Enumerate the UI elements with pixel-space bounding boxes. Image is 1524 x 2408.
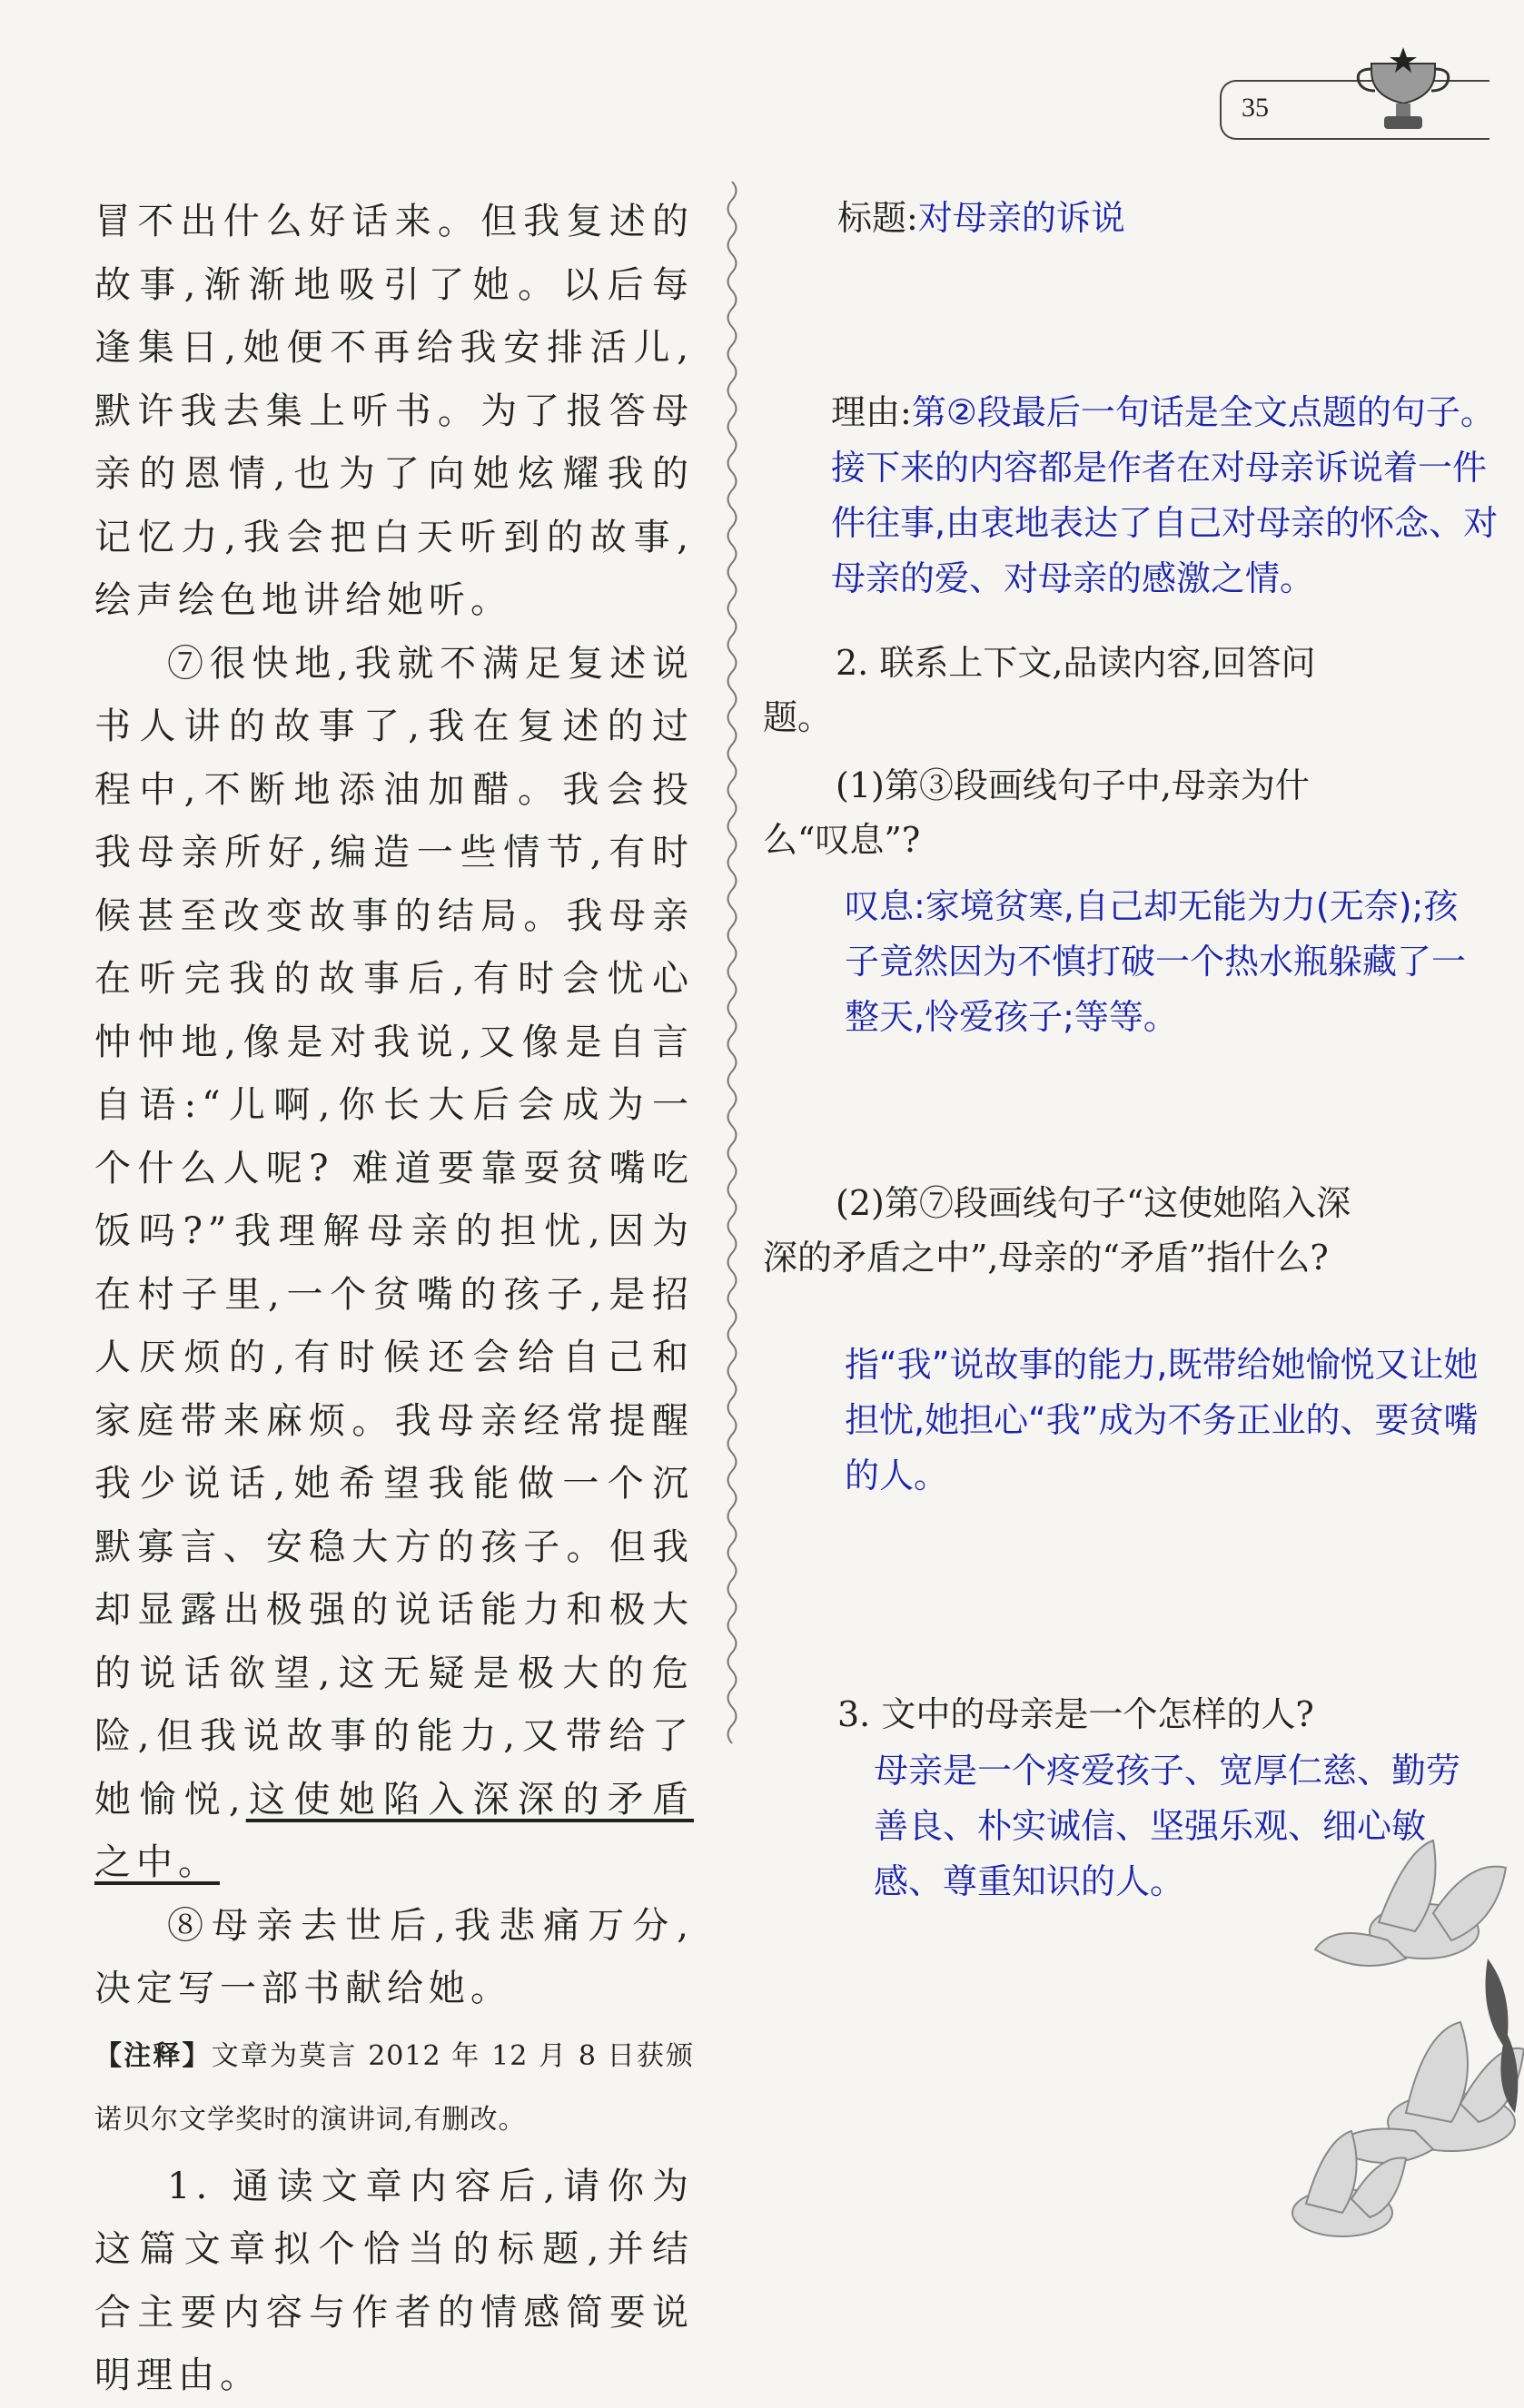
article-column <box>94 191 694 2408</box>
answer-2-2: 指“我”说故事的能力,既带给她愉悦又让她担忧,她担心“我”成为不务正业的、要贫嘴的人。 <box>845 1345 1479 1495</box>
title-answer: 对母亲的诉说 <box>917 198 1125 238</box>
question-3-text: 3. 文中的母亲是一个怎样的人? <box>837 1694 1314 1734</box>
answer-3: 母亲是一个疼爱孩子、宽厚仁慈、勤劳善良、朴实诚信、坚强乐观、细心敏感、尊重知识的人。 <box>874 1751 1461 1901</box>
question-1: 1. 通读文章内容后,请你为这篇文章拟个恰当的标题,并结合主要内容与作者的情感简要说明理由。 <box>94 2165 694 2396</box>
column-divider <box>722 182 742 2034</box>
question-2-text: 2. 联系上下文,品读内容,回答问题。 <box>763 643 1316 737</box>
article-paragraph-8: ⑧母亲去世后,我悲痛万分,决定写一部书献给她。 <box>94 1904 694 2009</box>
question-2-2-text: (2)第⑦段画线句子“这使她陷入深深的矛盾之中”,母亲的“矛盾”指什么? <box>763 1183 1351 1278</box>
underlined-sentence: 这使她陷入深深的矛盾之中。 <box>94 1778 694 1883</box>
annotation <box>94 2025 694 2152</box>
question-3 <box>837 1687 1491 1742</box>
reason-answer: 第②段最后一句话是全文点题的句子。接下来的内容都是作者在对母亲诉说着一件件往事,由衷地表达了自己对母亲的怀念、对母亲的爱、对母亲的感激之情。 <box>831 392 1499 598</box>
reason-label: 理由: <box>831 392 912 432</box>
question-2 <box>763 636 1381 745</box>
lotus-flower-icon <box>1233 1822 1524 2240</box>
trophy-icon <box>1353 45 1453 136</box>
reason-block <box>831 385 1512 607</box>
page-number: 35 <box>1242 93 1269 123</box>
article-paragraph-6: 冒不出什么好话来。但我复述的故事,渐渐地吸引了她。以后每逢集日,她便不再给我安排活儿,默许我去集上听书。为了报答母亲的恩情,也为了向她炫耀我的记忆力,我会把白天听到的故事,绘声绘色地讲给她听。 <box>94 201 694 621</box>
question-2-1 <box>763 758 1381 867</box>
article-paragraph-7 <box>94 633 694 1895</box>
title-block <box>837 191 1125 246</box>
title-label: 标题: <box>837 198 918 238</box>
annotation-label: 【注释】 <box>94 2039 212 2072</box>
question-2-2 <box>763 1176 1381 1285</box>
paragraph-7-text: ⑦很快地,我就不满足复述说书人讲的故事了,我在复述的过程中,不断地添油加醋。我会投我母亲所好,编造一些情节,有时候甚至改变故事的结局。我母亲在听完我的故事后,有时会忧心忡忡地,像是对我说,又像是自言自语:“儿啊,你长大后会成为一个什么人呢? 难道要靠耍贫嘴吃饭吗?”我理解母亲的担忧,因为在村子里,一个贫嘴的孩子,是招人厌烦的,有时候还会给自己和家庭带来麻烦。我母亲经常提醒我少说话,她希望我能做一个沉默寡言、安稳大方的孩子。但我却显露出极强的说话能力和极大的说话欲望,这无疑是极大的危险,但我说故事的能力,又带给了她愉悦, <box>94 642 694 1821</box>
question-2-1-text: (1)第③段画线句子中,母亲为什么“叹息”? <box>763 765 1310 860</box>
answer-2-1: 叹息:家境贫寒,自己却无能为力(无奈);孩子竟然因为不慎打破一个热水瓶躲藏了一整天,怜爱孩子;等等。 <box>845 886 1467 1037</box>
annotation-text: 文章为莫言 2012 年 12 月 8 日获颁诺贝尔文学奖时的演讲词,有删改。 <box>94 2039 695 2136</box>
